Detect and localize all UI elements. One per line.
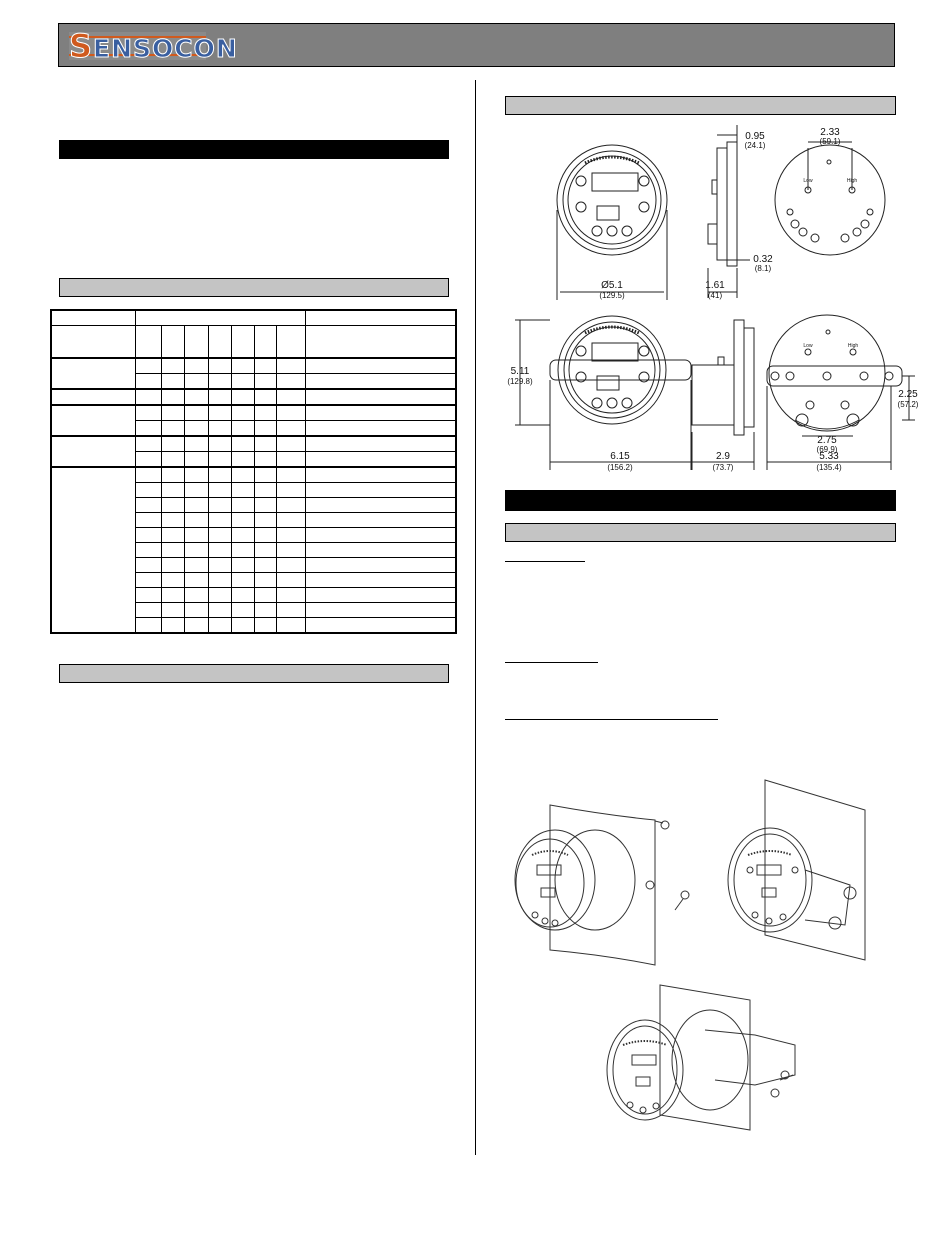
side-view-drawing <box>708 125 750 298</box>
subheading-underline-1 <box>505 561 585 562</box>
header-bar <box>58 23 895 67</box>
front-diameter-mm: (129.5) <box>599 291 625 300</box>
flange-back-width-mm: (135.4) <box>816 463 842 472</box>
flange-side-mm: (73.7) <box>712 463 734 472</box>
flange-back-mid-mm: (69.9) <box>816 445 838 454</box>
logo-initial: S <box>69 27 94 65</box>
back-low-label: Low <box>803 178 813 184</box>
section-bar-grey-dimensions <box>505 96 896 115</box>
side-width-mm: (41) <box>707 291 723 300</box>
back-high-label: High <box>846 178 858 184</box>
table-row <box>51 436 456 452</box>
flange-width-mm: (156.2) <box>607 463 633 472</box>
table-row <box>51 467 456 483</box>
flange-back-right-mm: (57.2) <box>897 400 919 409</box>
table-row <box>51 389 456 405</box>
flange-side-view-drawing <box>692 320 754 470</box>
flange-back-right-label: 2.25 <box>898 389 918 400</box>
panel-mount-illustration <box>728 780 865 960</box>
flange-height-label: 5.11 <box>510 366 530 377</box>
flange-width-label: 6.15 <box>610 451 630 462</box>
flange-height-mm: (129.8) <box>507 377 533 386</box>
side-bottom-mm: (8.1) <box>754 264 772 273</box>
installation-illustrations <box>505 775 895 1135</box>
logo-wordmark: ENSOCON <box>93 34 238 63</box>
table-row <box>51 405 456 421</box>
back-view-drawing <box>775 142 885 255</box>
column-divider <box>475 80 476 1155</box>
front-view-drawing <box>557 145 667 300</box>
section-bar-grey-spec <box>59 278 449 297</box>
section-bar-grey-left-2 <box>59 664 449 683</box>
flange-back-low-label: Low <box>803 343 813 349</box>
flange-front-view-drawing <box>515 316 691 470</box>
table-header-row <box>51 310 456 326</box>
side-depth-label: 0.95 <box>745 131 765 142</box>
flange-back-view-drawing <box>767 315 915 470</box>
back-top-mm: (59.1) <box>819 137 841 146</box>
flange-back-width-label: 5.33 <box>819 451 839 462</box>
flange-back-high-label: High <box>847 343 859 349</box>
flange-back-mid-label: 2.75 <box>817 435 837 446</box>
subheading-underline-2 <box>505 662 598 663</box>
front-diameter-label: Ø5.1 <box>601 280 623 291</box>
table-row <box>51 326 456 359</box>
section-bar-black-right <box>505 490 896 511</box>
section-bar-grey-installation <box>505 523 896 542</box>
sensocon-logo <box>69 27 238 65</box>
flange-side-label: 2.9 <box>716 451 730 462</box>
back-top-label: 2.33 <box>820 127 840 138</box>
table-row <box>51 358 456 374</box>
side-width-label: 1.61 <box>705 280 725 291</box>
flange-mount-illustration <box>607 985 795 1130</box>
spec-table <box>50 309 457 634</box>
section-bar-black-left <box>59 140 449 159</box>
side-depth-mm: (24.1) <box>744 141 766 150</box>
dimension-drawings <box>505 120 925 485</box>
surface-mount-illustration <box>515 805 689 965</box>
subheading-underline-3 <box>505 719 718 720</box>
side-bottom-label: 0.32 <box>753 254 773 265</box>
